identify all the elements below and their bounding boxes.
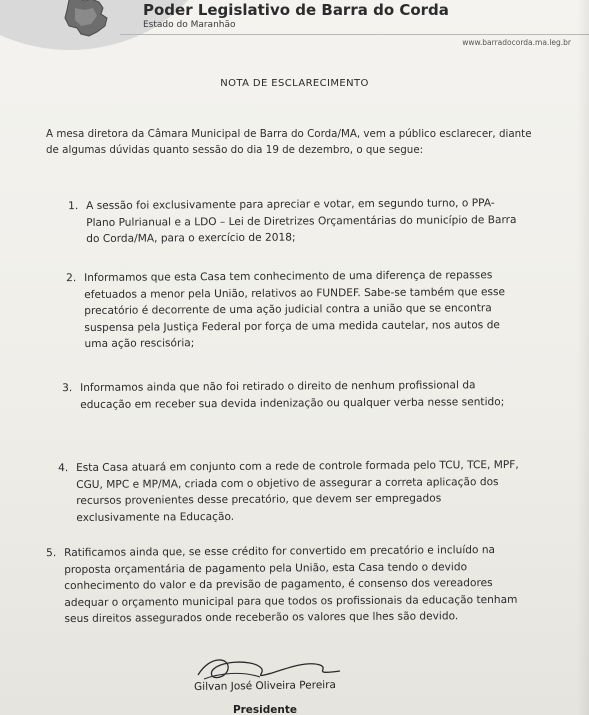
list-item-number: 2. xyxy=(66,272,77,285)
website-url: www.barradocorda.ma.leg.br xyxy=(462,38,571,47)
list-item-number: 4. xyxy=(58,462,69,475)
list-item xyxy=(62,377,518,413)
header-divider xyxy=(120,34,589,35)
list-item-text: A sessão foi exclusivamente para apreciar e votar, em segundo turno, o PPA- Plano Pulrianual e a LDO – Lei de Diretrizes Orçamentárias do município de Barra do Corda/MA, para o exercício de 2018; xyxy=(86,197,517,245)
org-name: Poder Legislativo de Barra do Corda xyxy=(143,1,449,19)
list-item xyxy=(46,542,521,628)
document-title: NOTA DE ESCLARECIMENTO xyxy=(220,78,369,89)
page-edge-shadow xyxy=(577,0,589,715)
list-item-number: 3. xyxy=(62,382,73,395)
list-item-text: Informamos que esta Casa tem conhecimento de uma diferença de repasses efetuados a menor pela União, relativos ao FUNDEF. Sabe-se também que esse precatório é decorrente de uma ação judicial contra a união que se encontra suspensa pela Justiça Federal por força de uma medida cautelar, nos autos de uma ação rescisória; xyxy=(84,269,506,350)
list-item-number: 5. xyxy=(46,547,57,560)
list-item xyxy=(68,195,518,248)
org-subtitle: Estado do Maranhão xyxy=(143,20,236,30)
list-item xyxy=(66,267,521,353)
signer-name: Gilvan José Oliveira Pereira xyxy=(194,679,336,693)
list-item-text: Informamos ainda que não foi retirado o direito de nenhum profissional da educação em receber sua devida indenização ou qualquer verba nesse sentido; xyxy=(80,379,505,411)
signer-role: Presidente xyxy=(232,704,298,715)
list-item xyxy=(58,457,520,526)
letterhead xyxy=(0,0,589,52)
list-item-number: 1. xyxy=(68,200,79,213)
state-map-logo-icon xyxy=(55,0,117,42)
intro-paragraph: A mesa diretora da Câmara Municipal de Barra do Corda/MA, vem a público esclarecer, diante de algumas dúvidas quanto sessão do dia 19 de dezembro, o que segue: xyxy=(46,128,532,156)
list-item-text: Ratificamos ainda que, se esse crédito for convertido em precatório e incluído na proposta orçamentária de pagamento pela União, esta Casa tendo o devido conhecimento do valor e da previsão de pagamento, é consenso dos vereadores adequar o orçamento municipal para que todos os profissionais da educação tenham seus direitos assegurados onde receberão os valores que lhes são devido. xyxy=(64,543,518,625)
list-item-text: Esta Casa atuará em conjunto com a rede de controle formada pelo TCU, TCE, MPF, CGU, MPC e MP/MA, criada com o objetivo de assegurar a correta aplicação dos recursos provenientes desse precatório, que devem ser empregados exclusivamente na Educação. xyxy=(76,458,519,524)
